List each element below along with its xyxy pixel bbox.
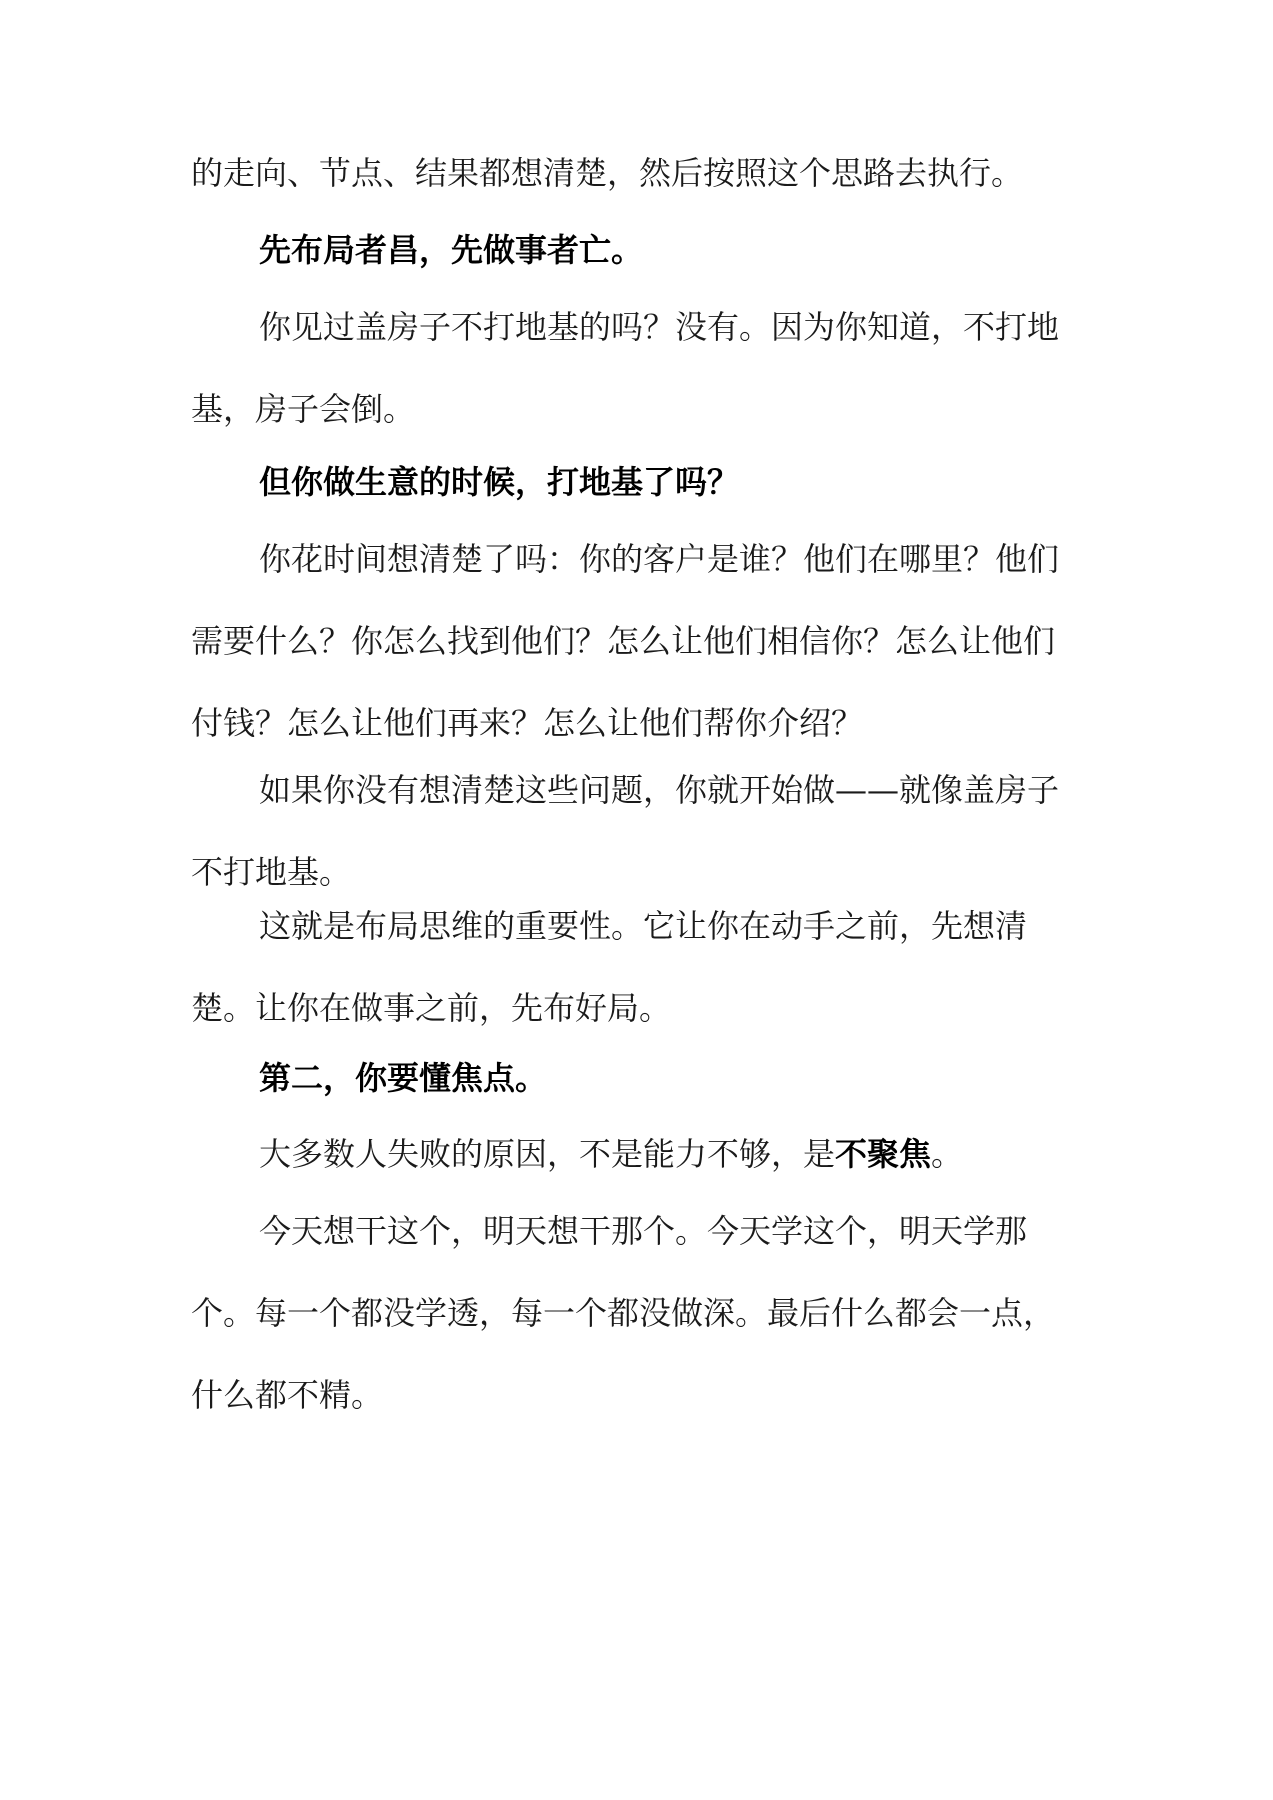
paragraph-foundation: 你见过盖房子不打地基的吗？没有。因为你知道，不打地基，房子会倒。 — [191, 308, 1060, 428]
heading-bold-focus: 第二，你要懂焦点。 — [259, 1059, 548, 1097]
paragraph-no-foundation: 如果你没有想清楚这些问题，你就开始做——就像盖房子不打地基。 — [191, 771, 1060, 891]
paragraph-not-focused-end: 。 — [931, 1135, 964, 1173]
paragraph-customer-questions: 你花时间想清楚了吗：你的客户是谁？他们在哪里？他们需要什么？你怎么找到他们？怎么让他们相信你？怎么让他们付钱？怎么让他们再来？怎么让他们帮你介绍？ — [191, 540, 1060, 742]
paragraph-continuation: 的走向、节点、结果都想清楚，然后按照这个思路去执行。 — [191, 154, 1024, 192]
paragraph-jack-of-all-trades: 今天想干这个，明天想干那个。今天学这个，明天学那个。每一个都没学透，每一个都没做深。最后什么都会一点，什么都不精。 — [191, 1212, 1056, 1414]
paragraph-not-focused — [191, 1113, 1076, 1195]
heading-bold-layout-first: 先布局者昌，先做事者亡。 — [259, 231, 644, 269]
heading-bold-business-foundation: 但你做生意的时候，打地基了吗？ — [259, 463, 740, 501]
emphasis-not-focused: 不聚焦 — [835, 1135, 932, 1173]
paragraph-not-focused-lead: 大多数人失败的原因，不是能力不够，是 — [259, 1135, 836, 1173]
paragraph-layout-importance: 这就是布局思维的重要性。它让你在动手之前，先想清楚。让你在做事之前，先布好局。 — [191, 907, 1028, 1027]
